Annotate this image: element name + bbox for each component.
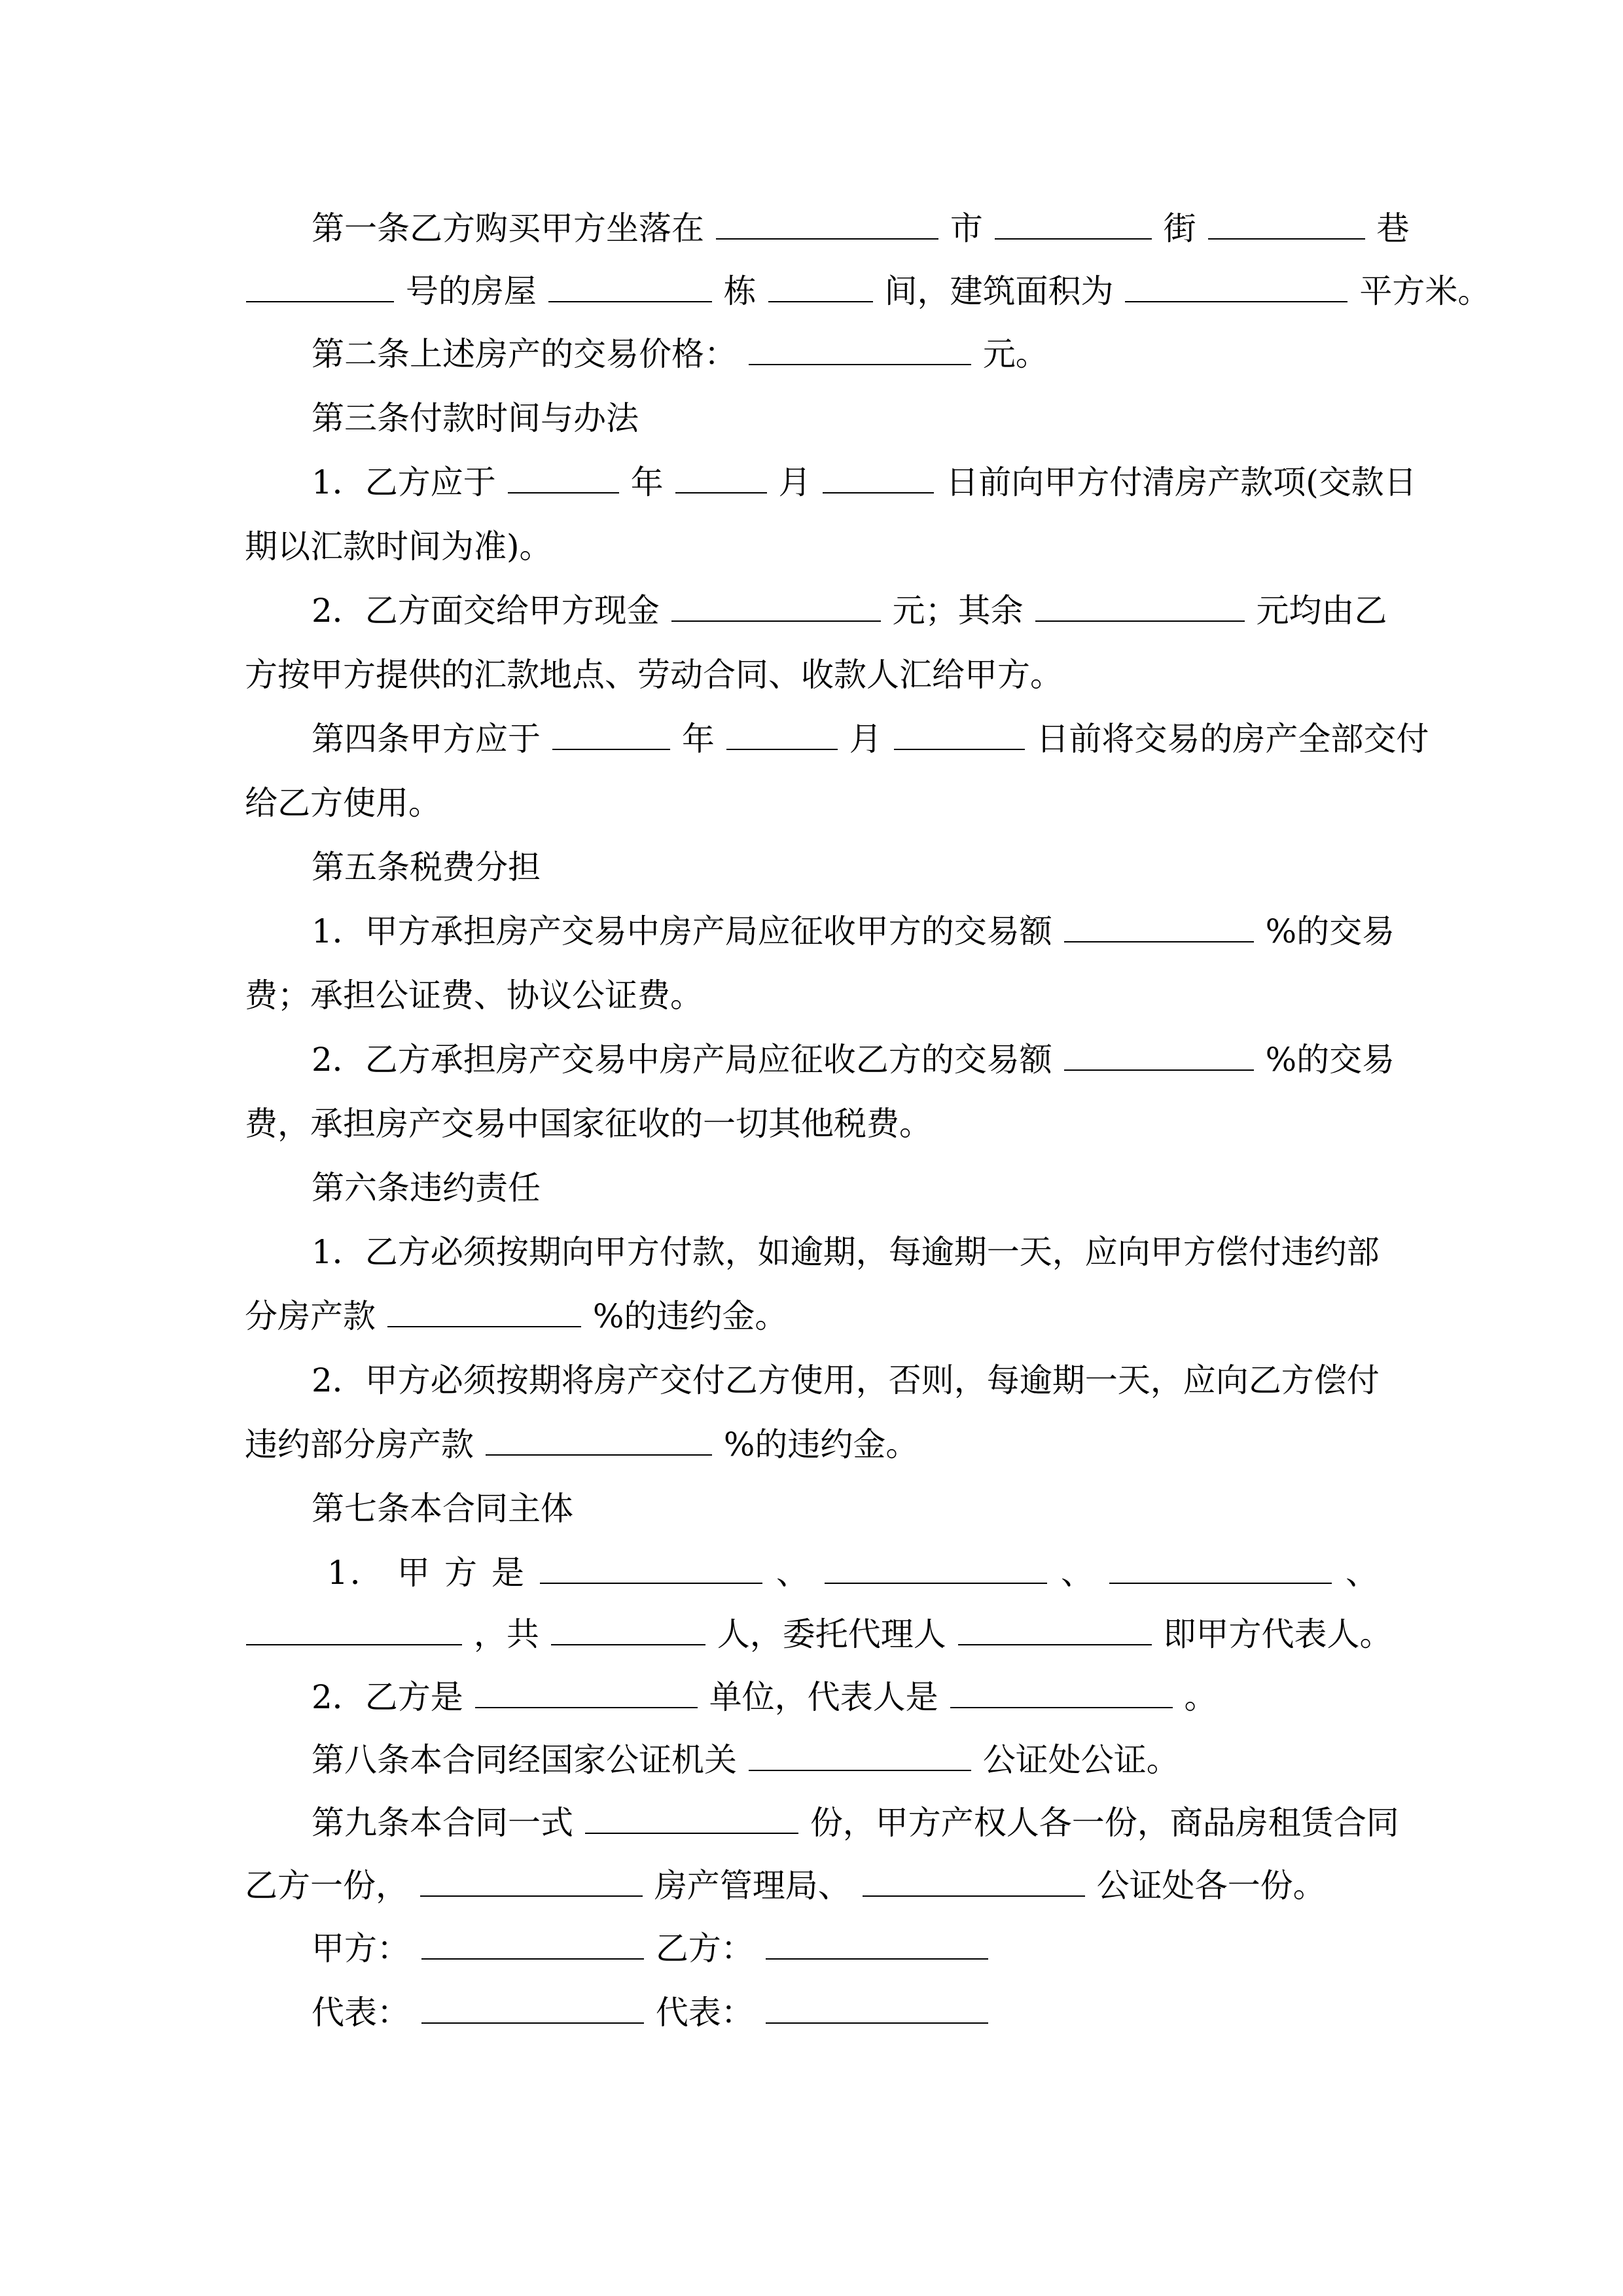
article-7-item-1 [327, 1543, 1378, 1602]
owner-1-blank[interactable] [540, 1552, 762, 1584]
pay-year-blank[interactable] [508, 462, 619, 493]
article-5-item-1 [312, 902, 1395, 961]
period: 。 [1184, 1678, 1217, 1716]
article-9 [312, 1793, 1399, 1852]
cash-blank[interactable] [671, 590, 881, 622]
item-2-text: 2．乙方承担房产交易中房产局应征收乙方的交易额 [312, 1041, 1052, 1079]
agent-blank[interactable] [958, 1614, 1152, 1645]
seller-penalty-blank[interactable] [486, 1424, 712, 1456]
deliver-day-blank[interactable] [894, 719, 1025, 750]
article-2 [312, 325, 1378, 384]
copies-blank[interactable] [585, 1803, 798, 1834]
representative-signature-row [312, 1983, 1378, 2042]
city-blank[interactable] [995, 208, 1152, 240]
item-number: 1． [327, 1554, 385, 1592]
article-1-line-2 [245, 262, 1491, 321]
building-label: 栋 [723, 272, 757, 310]
deliver-month-blank[interactable] [726, 719, 838, 750]
year-label: 年 [630, 463, 664, 501]
separator: 、 [776, 1554, 812, 1592]
day-text: 日前向甲方付清房产款项(交款日 [946, 463, 1417, 501]
remaining-blank[interactable] [1035, 590, 1245, 622]
area-blank[interactable] [1125, 271, 1347, 302]
article-3-item-1 [312, 453, 1417, 512]
rep-b-signature-blank[interactable] [766, 1992, 988, 2024]
location-blank[interactable] [716, 208, 938, 240]
separator: 、 [1061, 1554, 1096, 1592]
article-4-text: 第四条甲方应于 [312, 720, 541, 758]
party-b-label: 乙方： [655, 1929, 754, 1967]
rep-a-signature-blank[interactable] [421, 1992, 644, 2024]
percent-label: %的交易 [1265, 1041, 1395, 1079]
deliver-text: 日前将交易的房产全部交付 [1036, 720, 1429, 758]
seller-fee-blank[interactable] [1064, 911, 1254, 942]
total-label: ，共 [473, 1615, 539, 1653]
article-5-item-1-cont: 费；承担公证费、协议公证费。 [245, 977, 703, 1014]
remit-label: 元均由乙 [1256, 592, 1387, 630]
buyer-rep-blank[interactable] [950, 1677, 1173, 1708]
party-a-signature-blank[interactable] [421, 1928, 644, 1960]
article-5-title: 第五条税费分担 [312, 848, 541, 886]
buyer-penalty-blank[interactable] [387, 1296, 581, 1327]
month-label: 月 [849, 720, 882, 758]
housing-bureau-label: 房产管理局、 [654, 1867, 851, 1905]
street-blank[interactable] [1208, 208, 1365, 240]
article-7-title: 第七条本合同主体 [312, 1490, 573, 1528]
notary-copy-label: 公证处各一份。 [1096, 1867, 1326, 1905]
number-blank[interactable] [246, 271, 394, 302]
sqm-label: 平方米。 [1359, 272, 1491, 310]
article-3-title: 第三条付款时间与办法 [312, 399, 639, 437]
deliver-year-blank[interactable] [552, 719, 670, 750]
rep-label: 单位，代表人是 [709, 1678, 938, 1716]
article-2-text: 第二条上述房产的交易价格： [312, 335, 737, 373]
count-blank[interactable] [551, 1614, 705, 1645]
pay-month-blank[interactable] [675, 462, 767, 493]
agent-label: 人，委托代理人 [717, 1615, 946, 1653]
article-6-item-2-cont [245, 1415, 1378, 1474]
party-a-label: 甲方： [312, 1929, 410, 1967]
article-4 [312, 709, 1429, 768]
article-6-item-2 [312, 1351, 1378, 1410]
party-b-signature-blank[interactable] [766, 1928, 988, 1960]
price-blank[interactable] [749, 334, 971, 365]
rep-b-label: 代表： [655, 1994, 754, 2032]
copies-label: 份，甲方产权人各一份，商品房租赁合同 [810, 1804, 1399, 1842]
article-3-item-2-cont: 方按甲方提供的汇款地点、劳动合同、收款人汇给甲方。 [245, 656, 1063, 694]
item-2-cont-text: 违约部分房产款 [245, 1426, 474, 1463]
street-label: 街 [1163, 209, 1196, 247]
month-label: 月 [778, 463, 812, 501]
penalty-label: %的违约金。 [723, 1426, 919, 1463]
lane-label: 巷 [1376, 209, 1410, 247]
article-7-item-2 [312, 1668, 1378, 1727]
notary-label: 公证处公证。 [982, 1741, 1179, 1779]
pay-day-blank[interactable] [823, 462, 934, 493]
area-label: 间，建筑面积为 [884, 272, 1114, 310]
article-8 [312, 1731, 1378, 1789]
remaining-label: 元；其余 [892, 592, 1024, 630]
item-2-text: 2．乙方面交给甲方现金 [312, 592, 660, 630]
article-1-line-1 [312, 199, 1410, 258]
item-word-2: 方 [444, 1554, 480, 1592]
article-7-item-1-cont [245, 1605, 1393, 1664]
article-6-title: 第六条违约责任 [312, 1169, 541, 1207]
buyer-unit-blank[interactable] [475, 1677, 698, 1708]
owner-2-blank[interactable] [825, 1552, 1047, 1584]
item-1-text: 1．乙方应于 [312, 463, 496, 501]
buyer-fee-blank[interactable] [1064, 1039, 1254, 1071]
owner-4-blank[interactable] [246, 1614, 462, 1645]
item-1-text: 1．乙方必须按期向甲方付款，如逾期，每逾期一天，应向甲方偿付违约部 [312, 1233, 1380, 1271]
article-4-cont: 给乙方使用。 [245, 784, 441, 822]
separator: 、 [1346, 1554, 1379, 1592]
article-3-item-1-cont: 期以汇款时间为准)。 [245, 528, 552, 565]
representative-label: 即甲方代表人。 [1163, 1615, 1393, 1653]
city-label: 市 [950, 209, 983, 247]
article-3-item-2 [312, 581, 1387, 640]
room-blank[interactable] [768, 271, 873, 302]
rep-a-label: 代表： [312, 1994, 410, 2032]
year-label: 年 [681, 720, 715, 758]
article-6-item-1-cont [245, 1287, 1378, 1346]
item-2-text: 2．乙方是 [312, 1678, 463, 1716]
housing-bureau-blank[interactable] [420, 1865, 643, 1897]
party-signature-row [312, 1919, 1378, 1978]
article-5-item-2 [312, 1030, 1395, 1089]
item-word-1: 甲 [397, 1554, 432, 1592]
notary-blank[interactable] [749, 1740, 971, 1771]
building-blank[interactable] [548, 271, 712, 302]
notary-office-blank[interactable] [863, 1865, 1085, 1897]
penalty-label: %的违约金。 [592, 1297, 788, 1335]
owner-3-blank[interactable] [1109, 1552, 1332, 1584]
article-1-text: 第一条乙方购买甲方坐落在 [312, 209, 704, 247]
item-2-text: 2．甲方必须按期将房产交付乙方使用，否则，每逾期一天，应向乙方偿付 [312, 1361, 1380, 1399]
item-1-cont-text: 分房产款 [245, 1297, 376, 1335]
article-5-item-2-cont: 费，承担房产交易中国家征收的一切其他税费。 [245, 1105, 932, 1143]
item-word-3: 是 [491, 1554, 527, 1592]
buyer-copy-label: 乙方一份， [245, 1867, 408, 1905]
percent-label: %的交易 [1265, 912, 1395, 950]
article-8-text: 第八条本合同经国家公证机关 [312, 1741, 737, 1779]
item-1-text: 1．甲方承担房产交易中房产局应征收甲方的交易额 [312, 912, 1052, 950]
article-9-cont [245, 1856, 1378, 1915]
article-6-item-1 [312, 1223, 1378, 1282]
article-9-text: 第九条本合同一式 [312, 1804, 573, 1842]
house-label: 号的房屋 [405, 272, 537, 310]
yuan-label: 元。 [982, 335, 1048, 373]
